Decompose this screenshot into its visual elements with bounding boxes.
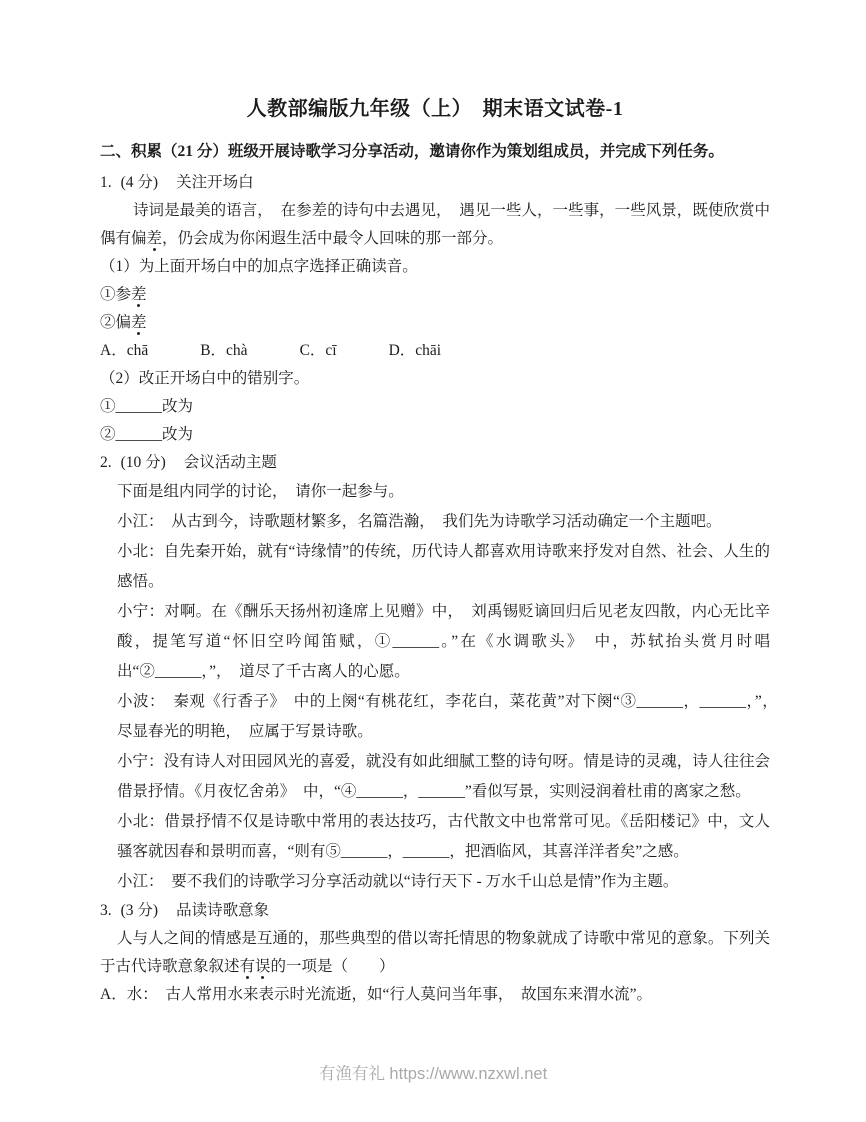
q3-prompt-paragraph: 人与人之间的情感是互通的，那些典型的借以寄托情思的物象就成了诗歌中常见的意象。下列关于古代诗歌意象叙述有误的一项是（ ） (100, 930, 770, 975)
option-b: B．chà (200, 342, 248, 359)
exam-content (100, 94, 786, 1009)
q3-option-a: A．水： 古人常用水来表示时光流逝，如“行人莫问当年事， 故国东来渭水流”。 (100, 986, 652, 1003)
option-d: D．chāi (388, 342, 442, 359)
question-1-title: 关注开场白 (176, 174, 254, 191)
question-3-header (100, 897, 770, 925)
q1-correction-blank-2: ②______改为 (100, 426, 194, 443)
question-1-number: 1. (100, 174, 112, 191)
dialogue-turn-xiaojiang-1: 小江： 从古到今，诗歌题材繁多，名篇浩瀚， 我们先为诗歌学习活动确定一个主题吧。 (117, 513, 722, 530)
option-a: A．chā (100, 342, 149, 359)
question-1 (100, 169, 770, 449)
dialogue-turn-xiaobei-1: 小北：自先秦开始，就有“诗缘情”的传统，历代诗人都喜欢用诗歌来抒发对自然、社会、人生的感悟。 (117, 543, 770, 590)
section-heading: 二、积累（21 分）班级开展诗歌学习分享活动，邀请你作为策划组成员，并完成下列任务。 (100, 143, 724, 160)
q1-word-item-1: ①参差 (100, 286, 147, 303)
q1-word-item-2: ②偏差 (100, 314, 147, 331)
question-3-title: 品读诗歌意象 (176, 902, 270, 919)
question-2-title: 会议活动主题 (183, 454, 277, 471)
dialogue-turn-xiaoning-2: 小宁：没有诗人对田园风光的喜爱，就没有如此细腻工整的诗句呀。情是诗的灵魂，诗人往往会借景抒情。《月夜忆舍弟》 中，“④______，______”看似写景，实则浸润着杜甫的离家之愁。 (117, 753, 770, 800)
question-3 (100, 897, 770, 1009)
q1-correction-blank-1: ①______改为 (100, 398, 194, 415)
dialogue-turn-xiaojiang-2: 小江： 要不我们的诗歌学习分享活动就以“诗行天下 - 万水千山总是情”作为主题。 (117, 873, 679, 890)
dialogue-turn-xiaobei-2: 小北：借景抒情不仅是诗歌中常用的表达技巧，古代散文中也常常可见。《岳阳楼记》中，文人骚客就因春和景明而喜，“则有⑤______，______，把酒临风，其喜洋洋者矣”之感。 (117, 813, 770, 860)
question-1-header (100, 169, 770, 197)
q1-opening-paragraph: 诗词是最美的语言， 在参差的诗句中去遇见， 遇见一些人，一些事，一些风景，既使欣赏中偶有偏差，仍会成为你闲遐生活中最令人回味的那一部分。 (100, 202, 770, 247)
q2-lead-sentence: 下面是组内同学的讨论， 请你一起参与。 (117, 483, 404, 500)
page-title: 人教部编版九年级（上） 期末语文试卷-1 (246, 98, 624, 120)
q2-dialogue (117, 477, 786, 897)
question-3-score: (3 分) (120, 902, 159, 919)
question-2 (100, 449, 786, 897)
footer-watermark: 有渔有礼 https://www.nzxwl.net (318, 1065, 548, 1083)
question-2-score: (10 分) (120, 454, 166, 471)
question-3-number: 3. (100, 902, 112, 919)
option-c: C．cī (299, 342, 337, 359)
dialogue-turn-xiaoning-1: 小宁：对啊。在《酬乐天扬州初逢席上见赠》中， 刘禹锡贬谪回归后见老友四散，内心无比辛酸，提笔写道“怀旧空吟闻笛赋，①______。”在《水调歌头》 中，苏轼抬头赏月时唱出“②______，”， 道尽了千古离人的心愿。 (117, 603, 770, 680)
q1-subquestion-2-prompt: （2）改正开场白中的错别字。 (100, 370, 310, 387)
question-2-number: 2. (100, 454, 112, 471)
q1-subquestion-1-prompt: （1）为上面开场白中的加点字选择正确读音。 (100, 258, 418, 275)
question-1-score: (4 分) (120, 174, 159, 191)
question-2-header (100, 449, 770, 477)
q1-pinyin-options (100, 337, 770, 365)
dialogue-turn-xiaobo-1: 小波： 秦观《行香子》 中的上阕“有桃花红，李花白，菜花黄”对下阕“③______，______，”， 尽显春光的明艳， 应属于写景诗歌。 (117, 693, 786, 740)
